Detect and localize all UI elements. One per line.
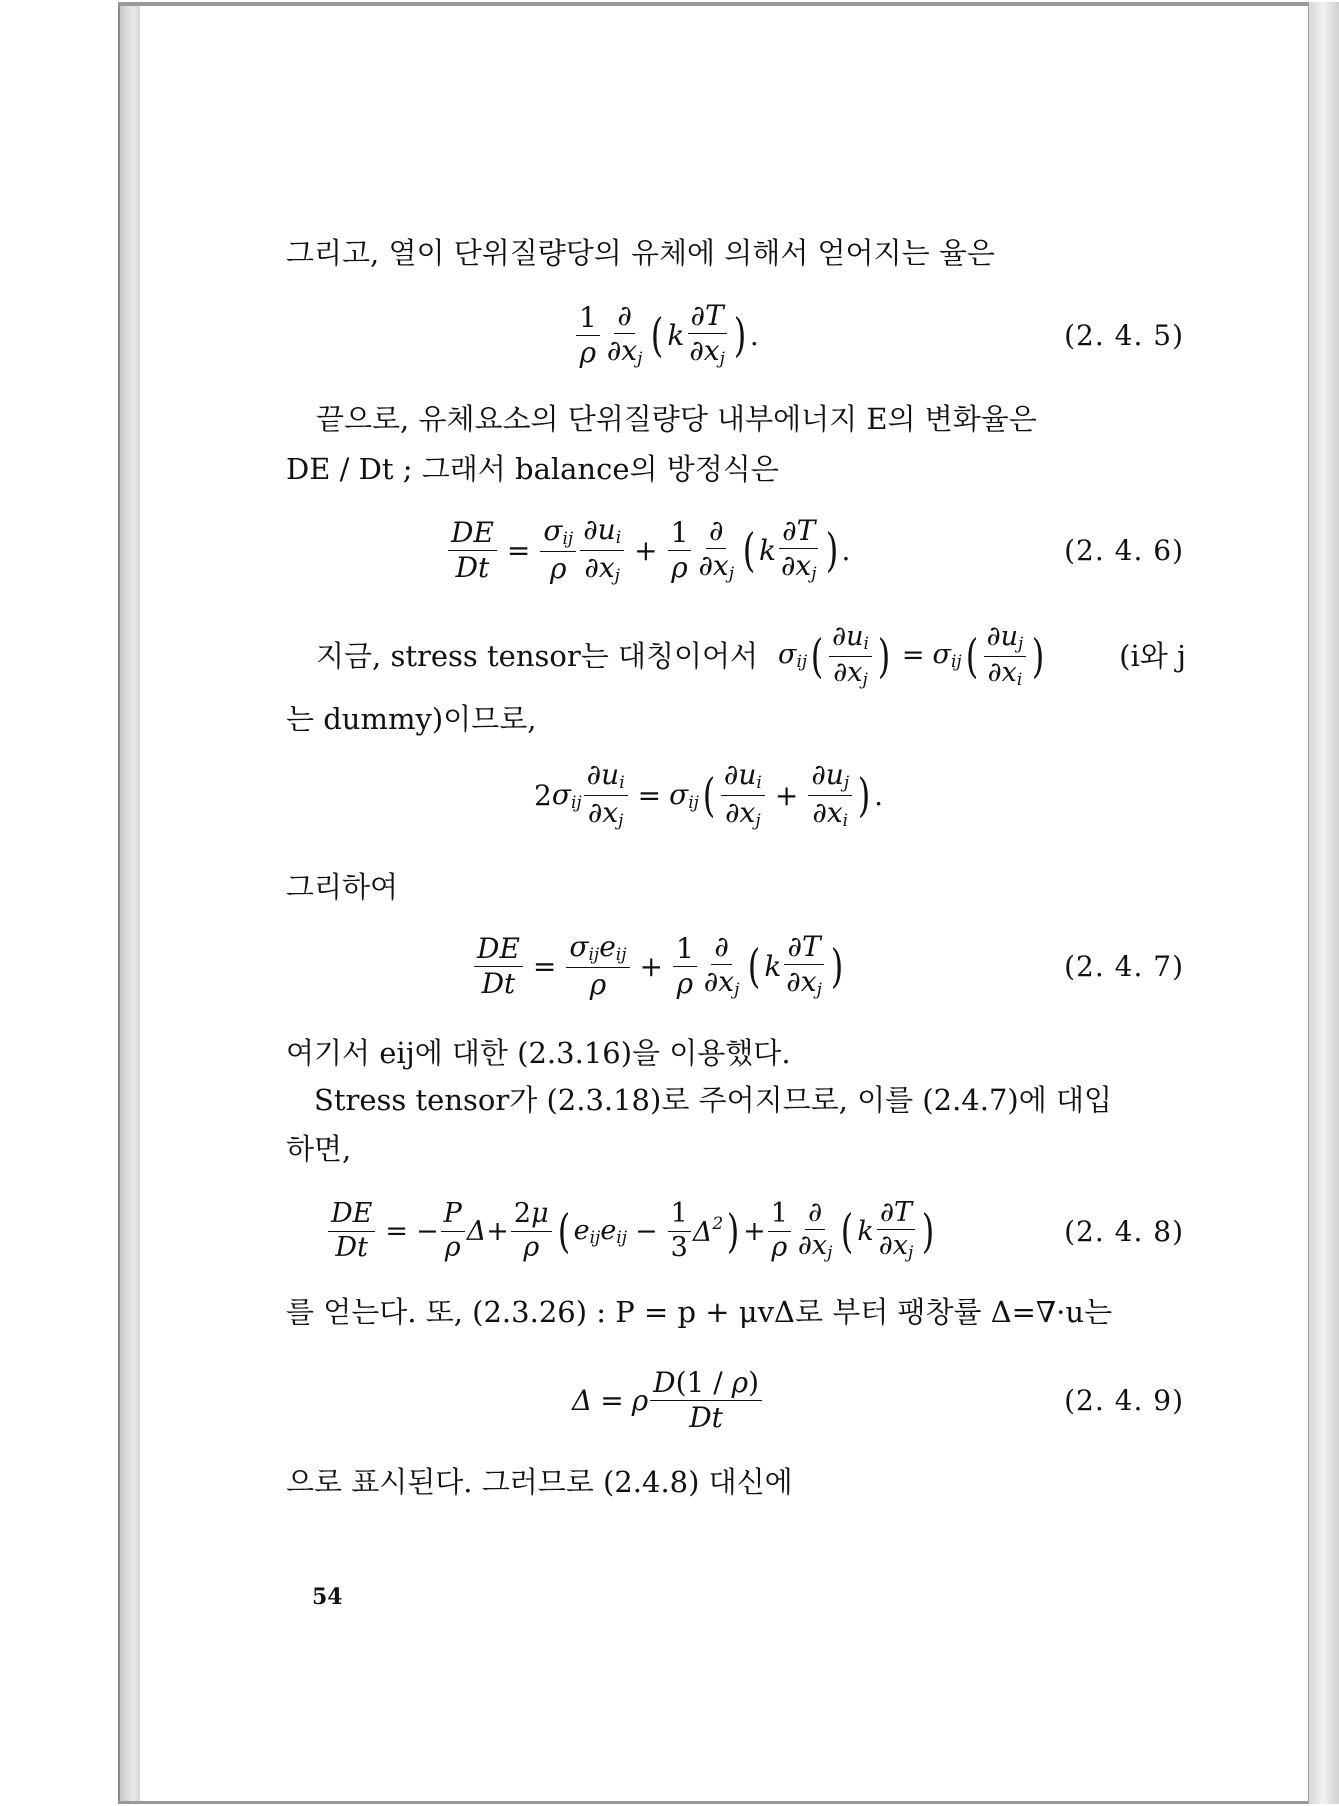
text-line-4-start: 지금, stress tensor는 대칭이어서 [316, 638, 759, 673]
text-line-5: 는 dummy)이므로, [286, 702, 537, 736]
page-number: 54 [312, 1584, 343, 1610]
equation-number: (2. 4. 9) [1064, 1383, 1184, 1417]
text-line-11: 으로 표시된다. 그러므로 (2.4.8) 대신에 [286, 1465, 793, 1499]
equation-number: (2. 4. 8) [1064, 1214, 1184, 1248]
text-line-7: 여기서 eij에 대한 (2.3.16)을 이용했다. [286, 1036, 791, 1070]
text-line-8: Stress tensor가 (2.3.18)로 주어지므로, 이를 (2.4.7)에 대입 [314, 1083, 1112, 1117]
equation-symmetric-expansion: 2 $\sigma_{ij}$ $\frac{\partial u_i}{\partial x_j}$ = $\sigma_{ij}$ ( $\frac{\partial u_i}{\partial x_j}$ + $\frac{\partial u_j}{\partial x_i}$ ) . [534, 757, 883, 831]
book-left-edge [118, 4, 142, 1802]
book-right-edge [1308, 2, 1339, 1804]
text-line-6: 그리하여 [286, 870, 399, 904]
text-line-3: DE / Dt ; 그래서 balance의 방정식은 [286, 452, 779, 486]
equation-2-4-9: Δ = ρ $\frac{D(1 / \rho)}{Dt}$ (2. 4. 9) [286, 1355, 1186, 1445]
equation-number: (2. 4. 6) [1064, 533, 1184, 567]
text-line-10: 를 얻는다. 또, (2.3.26) : P = p + μvΔ로 부터 팽창률 Δ=∇·u는 [286, 1295, 1113, 1329]
equation-2-4-8: $\frac{DE}{Dt}$ = − $\frac{P}{\rho}$ Δ + $\frac{2\mu}{\rho}$ ( $e_{ij}e_{ij}$ − $\frac{1}{3}$ $\Delta^2$ ) + $\frac{1}{\rho}$ $\frac{\partial}{\partial x_j}$ ( k $\frac{\partial T}{\partial x_j}$ ) (2. 4. 8) [286, 1186, 1186, 1276]
equation-number: (2. 4. 7) [1064, 949, 1184, 983]
book-bottom-edge [118, 1801, 1308, 1804]
text-line-1: 그리고, 열이 단위질량당의 유체에 의해서 얻어지는 율은 [286, 236, 995, 270]
inline-symmetry-equation: $\sigma_{ij}$ ( $\frac{\partial u_i}{\partial x_j}$ ) = $\sigma_{ij}$ ( $\frac{\partial u_j}{\partial x_i}$ ) [778, 620, 1045, 690]
text-line-4 [316, 620, 1186, 690]
text-line-9: 하면, [286, 1132, 352, 1166]
equation-number: (2. 4. 5) [1064, 318, 1184, 352]
equation-2-4-7: $\frac{DE}{Dt}$ = $\frac{\sigma_{ij}e_{ij}}{\rho}$ + $\frac{1}{\rho}$ $\frac{\partial}{\partial x_j}$ ( k $\frac{\partial T}{\partial x_j}$ ) (2. 4. 7) [286, 921, 1186, 1011]
equation-2-4-5: $\frac{1}{\rho}$ $\frac{\partial}{\partial x_j}$ ( k $\frac{\partial T}{\partial x_j}$ ) . (2. 4. 5) [286, 290, 1186, 380]
equation-2-4-6: $\frac{DE}{Dt}$ = $\frac{\sigma_{ij}}{\rho}$ $\frac{\partial u_i}{\partial x_j}$ + $\frac{1}{\rho}$ $\frac{\partial}{\partial x_j}$ ( k $\frac{\partial T}{\partial x_j}$ ) . (2. 4. 6) [286, 505, 1186, 595]
text-line-2: 끝으로, 유체요소의 단위질량당 내부에너지 E의 변화율은 [316, 402, 1037, 436]
text-line-4-end: (i와 j [1119, 638, 1186, 673]
